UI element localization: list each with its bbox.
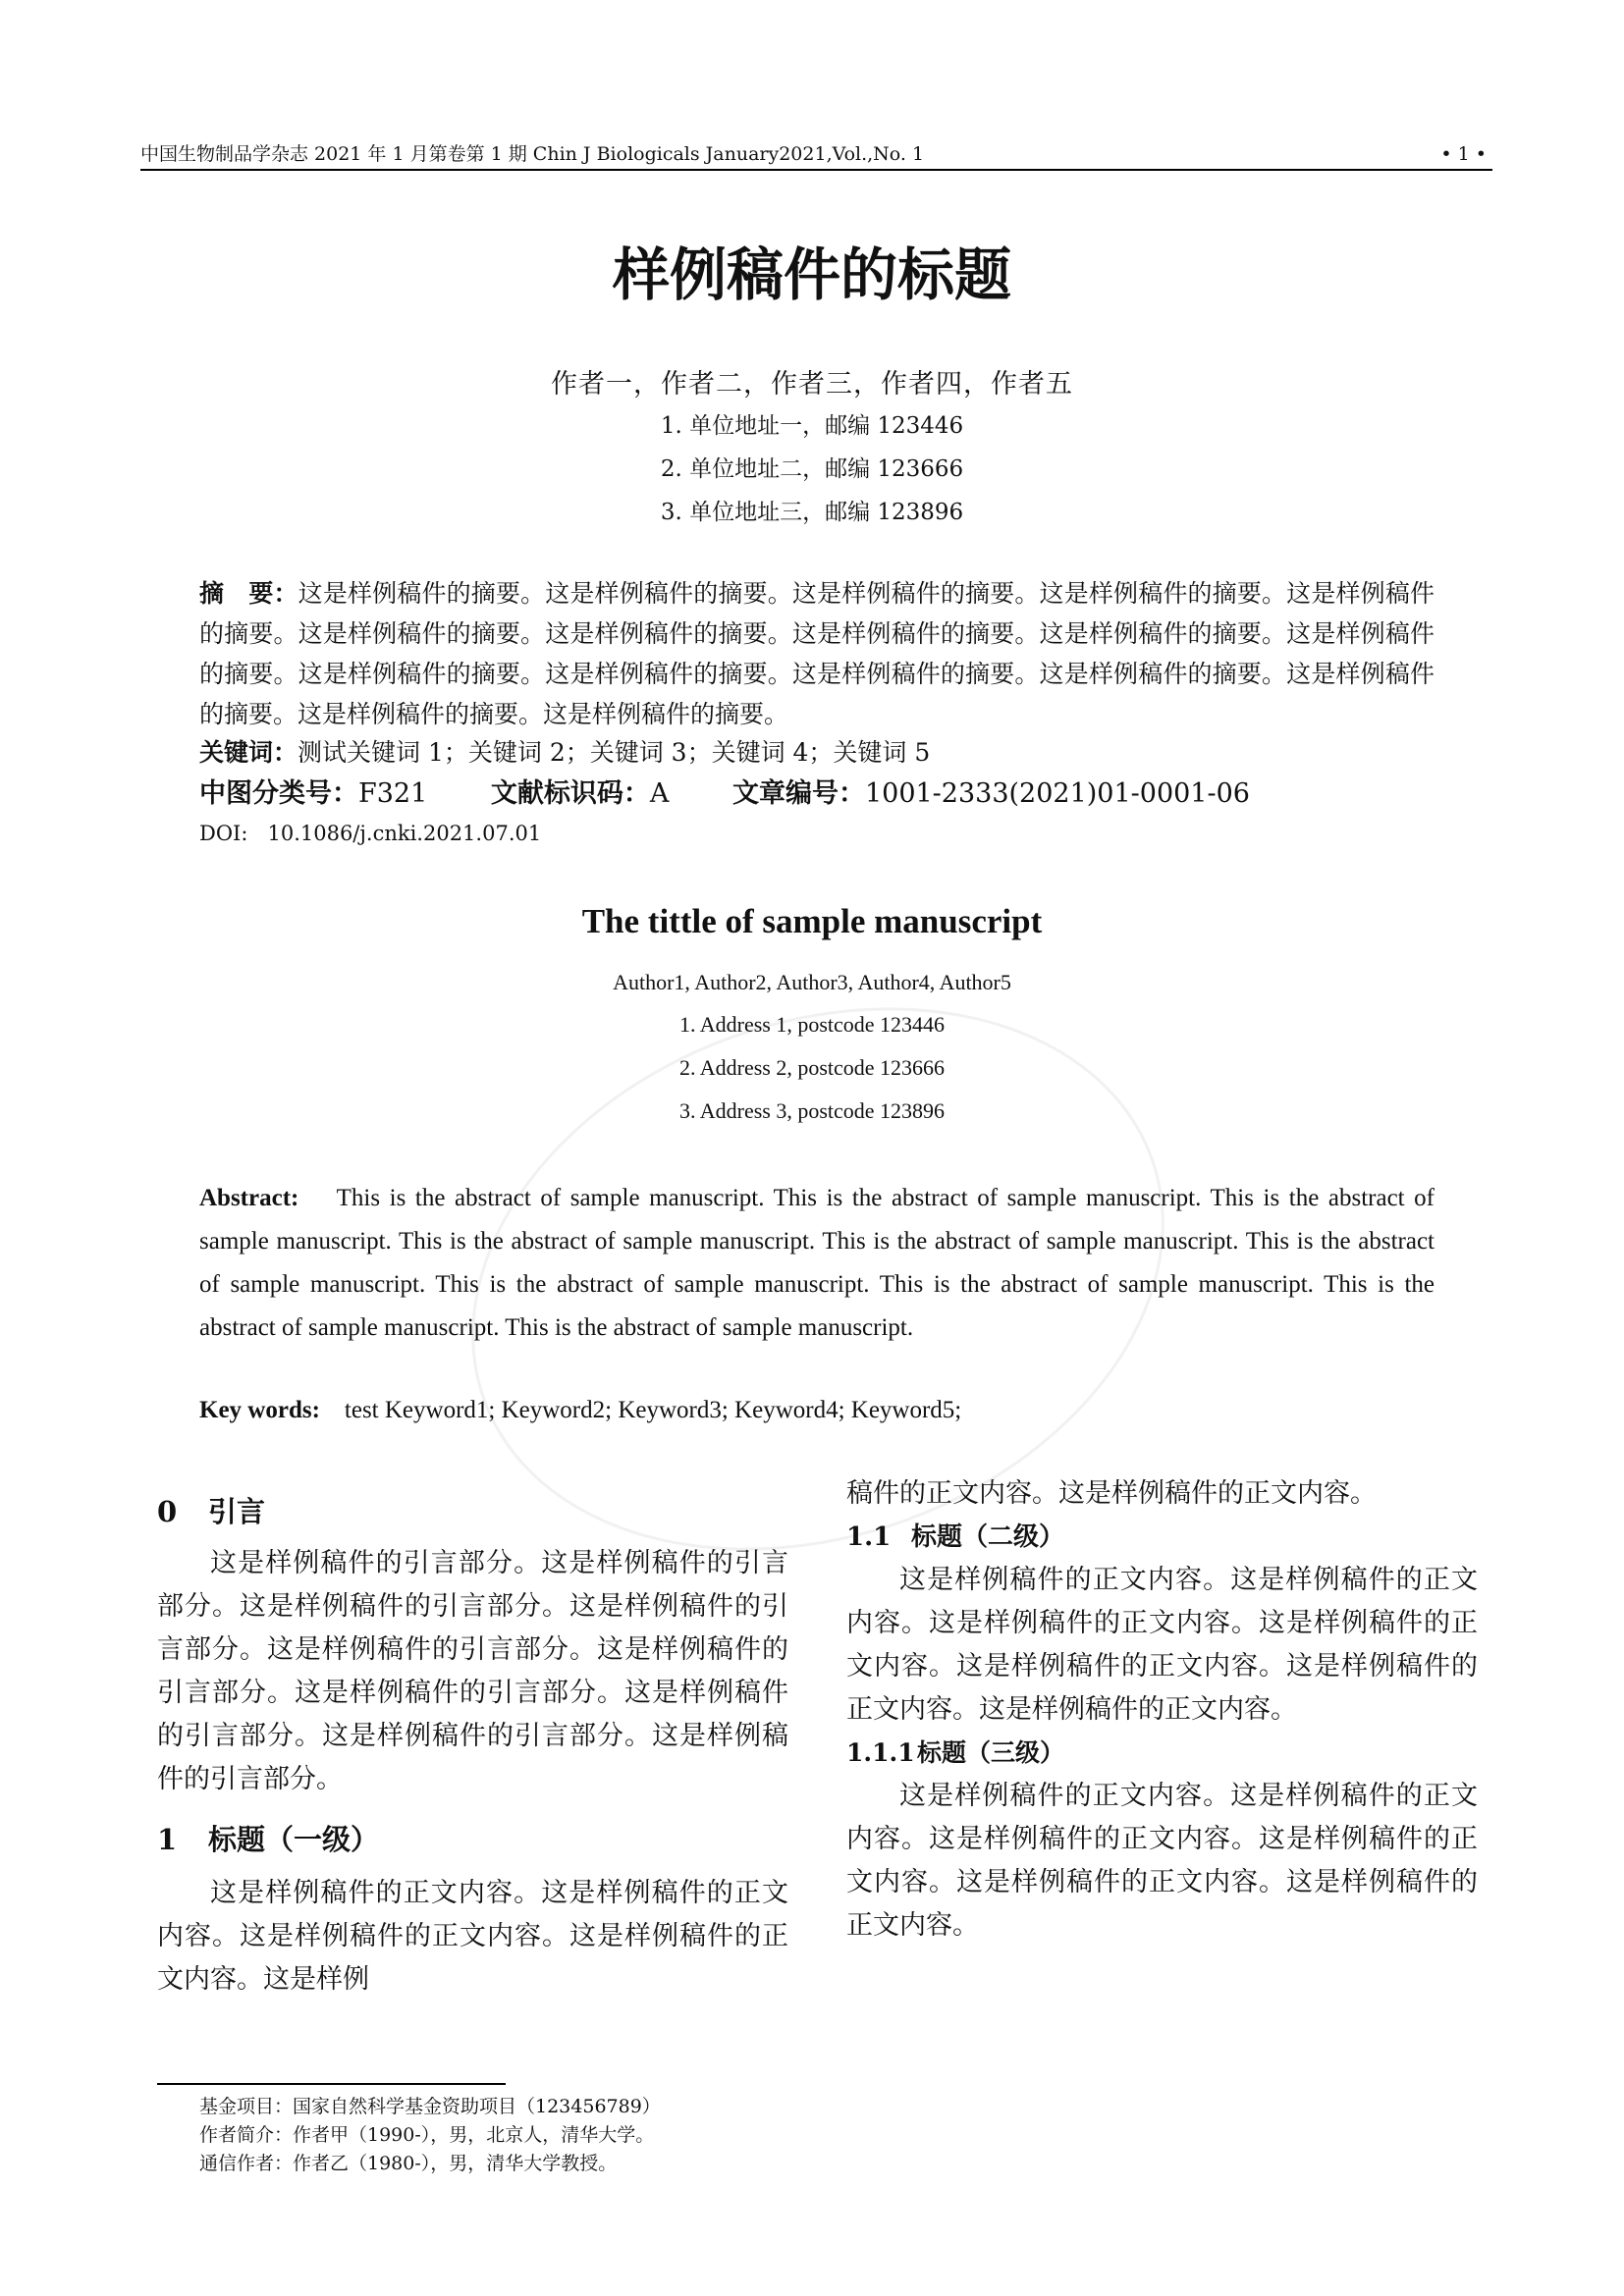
running-header — [140, 139, 1492, 171]
section-0-heading — [157, 1487, 788, 1536]
page-number: • 1 • — [1440, 143, 1487, 165]
article-id-label: 文章编号： — [731, 778, 865, 809]
keywords-en-text: test Keyword1; Keyword2; Keyword3; Keyword4; Keyword5; — [344, 1397, 962, 1423]
section-1-1-1-heading — [846, 1732, 1478, 1775]
abstract-cn — [199, 573, 1435, 734]
article-id-value: 1001-2333(2021)01-0001-06 — [864, 778, 1250, 809]
left-column — [157, 1487, 788, 2002]
section-1-1-paragraph: 这是样例稿件的正文内容。这是样例稿件的正文内容。这是样例稿件的正文内容。这是样例稿件的正文内容。这是样例稿件的正文内容。这是样例稿件的正文内容。这是样例稿件的正文内容。 — [846, 1565, 1478, 1725]
affiliation-cn-3: 3. 单位地址三，邮编 123896 — [660, 500, 964, 525]
abstract-en — [199, 1177, 1435, 1350]
clc-value: F321 — [358, 778, 428, 809]
doc-code — [491, 778, 697, 809]
keywords-cn-text: 测试关键词 1；关键词 2；关键词 3；关键词 4；关键词 5 — [298, 738, 931, 767]
section-1-1-1-title: 标题（三级） — [917, 1738, 1065, 1767]
section-1-paragraph-continued: 稿件的正文内容。这是样例稿件的正文内容。 — [846, 1478, 1377, 1509]
keywords-en — [199, 1391, 1435, 1430]
affiliation-cn-1: 1. 单位地址一，邮编 123446 — [660, 413, 964, 439]
doi-value: 10.1086/j.cnki.2021.07.01 — [267, 822, 542, 845]
title-cn: 样例稿件的标题 — [612, 241, 1011, 308]
section-1-1-1-number: 1.1.1 — [846, 1738, 915, 1767]
footnote-corresponding-author: 通信作者：作者乙（1980-），男，清华大学教授。 — [199, 2153, 618, 2174]
section-1-heading — [157, 1815, 788, 1864]
authors-en: Author1, Author2, Author3, Author4, Author5 — [613, 970, 1011, 994]
doi-line — [199, 819, 1435, 848]
clc — [199, 778, 455, 809]
affiliation-en-1: 1. Address 1, postcode 123446 — [678, 1012, 946, 1037]
section-1-1-1-paragraph: 这是样例稿件的正文内容。这是样例稿件的正文内容。这是样例稿件的正文内容。这是样例稿件的正文内容。这是样例稿件的正文内容。这是样例稿件的正文内容。 — [846, 1781, 1478, 1941]
footnote-funding: 基金项目：国家自然科学基金资助项目（123456789） — [199, 2096, 661, 2117]
abstract-en-text: This is the abstract of sample manuscript. This is the abstract of sample manuscript. This is the abstract of sample manuscript. This is the abstract of sample manuscript. This is the abstract of sample manuscript. This is the abstract of sample manuscript. This is the abstract of sample manuscript. This is the abstract of sample manuscript. This is the abstract of sample manuscript. This is the abstract of sample manuscript. — [199, 1185, 1435, 1341]
abstract-en-label: Abstract: — [199, 1185, 299, 1211]
section-1-1-title: 标题（二级） — [911, 1522, 1065, 1552]
footnote-author-bio: 作者简介：作者甲（1990-），男，北京人，清华大学。 — [199, 2124, 655, 2146]
section-0-number: 0 — [157, 1495, 178, 1528]
doc-code-label: 文献标识码： — [490, 778, 650, 809]
section-1-number: 1 — [157, 1823, 178, 1856]
clc-label: 中图分类号： — [199, 778, 358, 809]
section-1-title: 标题（一级） — [208, 1823, 380, 1856]
affiliation-en-2: 2. Address 2, postcode 123666 — [678, 1055, 946, 1080]
affiliation-cn-2: 2. 单位地址二，邮编 123666 — [660, 456, 964, 482]
section-0-paragraph: 这是样例稿件的引言部分。这是样例稿件的引言部分。这是样例稿件的引言部分。这是样例稿件的引言部分。这是样例稿件的引言部分。这是样例稿件的引言部分。这是样例稿件的引言部分。这是样例稿件的引言部分。这是样例稿件的引言部分。这是样例稿件的引言部分。 — [157, 1548, 788, 1794]
authors-cn: 作者一，作者二，作者三，作者四，作者五 — [551, 369, 1073, 400]
keywords-cn-label: 关键词： — [199, 738, 298, 767]
title-en: The tittle of sample manuscript — [581, 902, 1043, 940]
section-0-title: 引言 — [208, 1495, 266, 1528]
classification-line — [199, 775, 1435, 813]
section-1-1-number: 1.1 — [846, 1522, 892, 1552]
footnote-divider — [157, 2083, 506, 2085]
right-column — [846, 1472, 1478, 1948]
doc-code-value: A — [649, 778, 670, 809]
footnotes — [199, 2093, 661, 2178]
keywords-en-label: Key words: — [199, 1397, 320, 1423]
article-id — [732, 778, 1277, 809]
section-1-1-heading — [846, 1516, 1478, 1559]
abstract-cn-text: 这是样例稿件的摘要。这是样例稿件的摘要。这是样例稿件的摘要。这是样例稿件的摘要。这是样例稿件的摘要。这是样例稿件的摘要。这是样例稿件的摘要。这是样例稿件的摘要。这是样例稿件的摘要。这是样例稿件的摘要。这是样例稿件的摘要。这是样例稿件的摘要。这是样例稿件的摘要。这是样例稿件的摘要。这是样例稿件的摘要。这是样例稿件的摘要。这是样例稿件的摘要。 — [199, 579, 1435, 728]
affiliation-en-3: 3. Address 3, postcode 123896 — [678, 1098, 946, 1123]
keywords-cn — [199, 734, 1435, 772]
abstract-cn-label: 摘 要： — [199, 579, 298, 608]
journal-header: 中国生物制品学杂志 2021 年 1 月第卷第 1 期 Chin J Biologicals January2021,Vol.,No. 1 — [140, 143, 925, 165]
section-1-paragraph: 这是样例稿件的正文内容。这是样例稿件的正文内容。这是样例稿件的正文内容。这是样例稿件的正文内容。这是样例 — [157, 1878, 788, 1995]
doi-label: DOI: — [199, 822, 248, 845]
